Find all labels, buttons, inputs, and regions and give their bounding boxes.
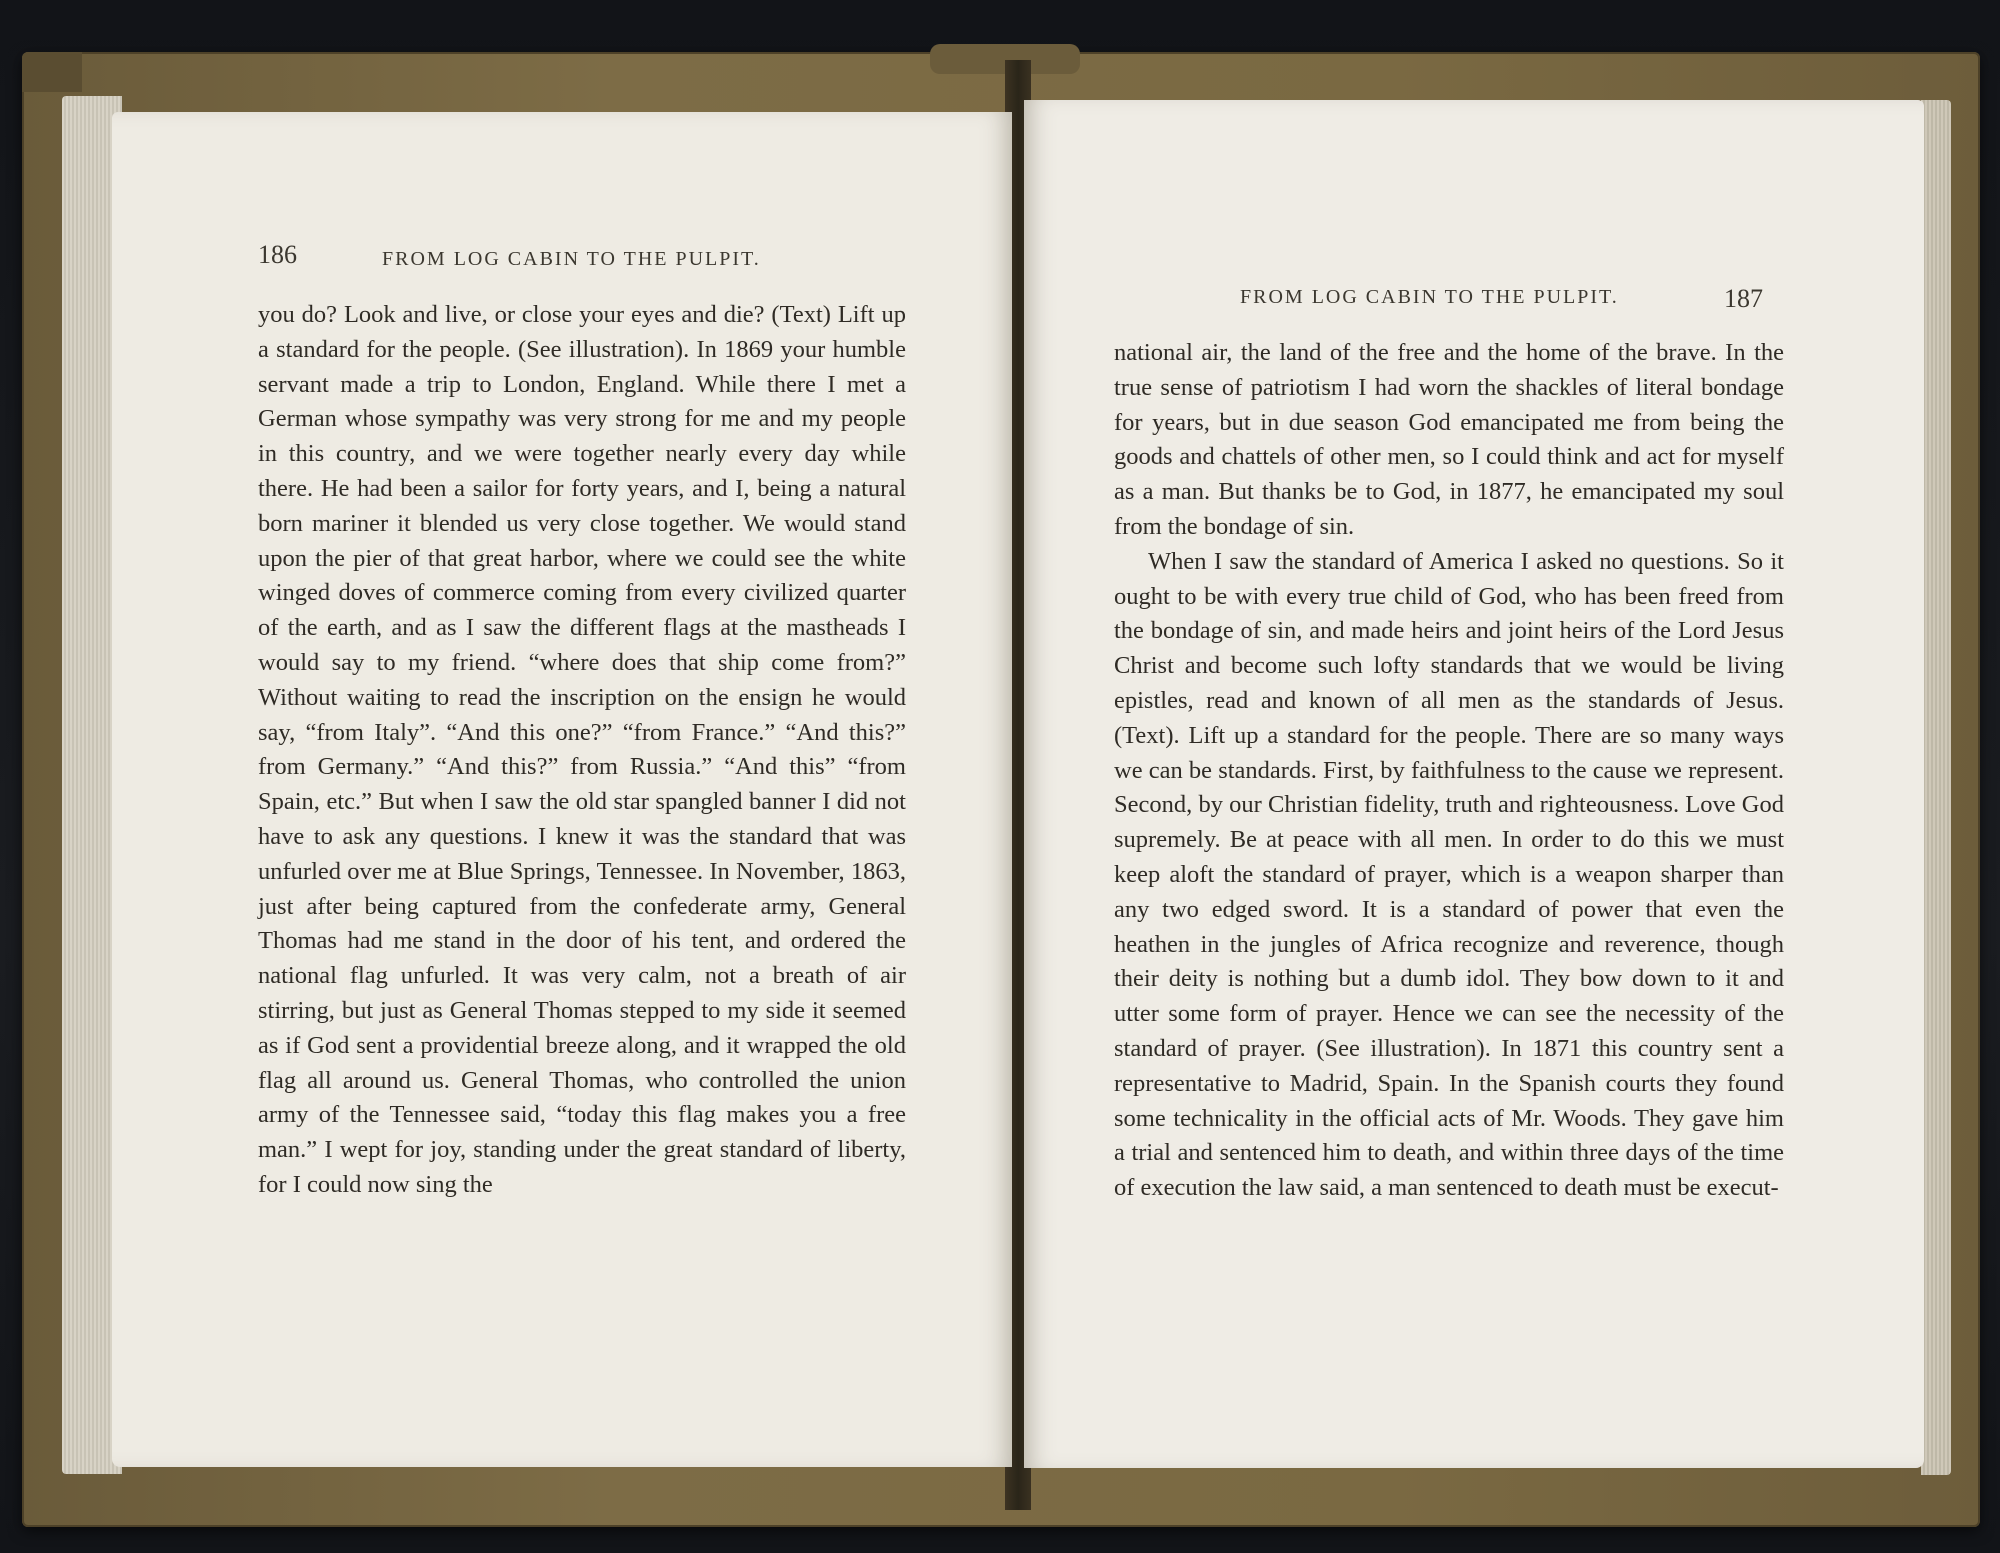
paragraph: When I saw the standard of America I asked no questions. So it ought to be with every true child of God, who has been freed from the bondage of sin, and made heirs and joint heirs of the Lord Jesus Christ and become such lofty standards that we would be living epistles, read and known of all men as the standards of Jesus. (Text). Lift up a standard for the people. There are so many ways we can be standards. First, by faithfulness to the cause we represent. Second, by our Christian fidelity, truth and righteousness. Love God supremely. Be at peace with all men. In order to do this we must keep aloft the standard of prayer, which is a weapon sharper than any two edged sword. It is a standard of power that even the heathen in the jungles of Africa recognize and reverence, though their deity is nothing but a dumb idol. They bow down to it and utter some form of prayer. Hence we can see the necessity of the standard of prayer. (See illustration). In 1871 this country sent a representative to Madrid, Spain. In the Spanish courts they found some technicality in the official acts of Mr. Woods. They gave him a trial and sentenced him to death, and within three days of the time of execution the law said, a man sentenced to death must be execut- [1114, 547, 1784, 1202]
left-page [112, 112, 1012, 1467]
cover-corner [22, 52, 82, 92]
page-edges-right [1921, 100, 1951, 1475]
page-number: 187 [1724, 284, 1763, 313]
paragraph: you do? Look and live, or close your eyes and die? (Text) Lift up a standard for the people. (See illustration). In 1869 your humble servant made a trip to London, England. While there I met a German whose sympathy was very strong for me and my people in this country, and we were together nearly every day while there. He had been a sailor for forty years, and I, being a natural born mariner it blended us very close together. We would stand upon the pier of that great harbor, where we could see the white winged doves of commerce coming from every civilized quarter of the earth, and as I saw the different flags at the mastheads I would say to my friend. “where does that ship come from?” Without waiting to read the inscription on the ensign he would say, “from Italy”. “And this one?” “from France.” “And this?” from Germany.” “And this?” from Russia.” “And this” “from Spain, etc.” But when I saw the old star spangled banner I did not have to ask any questions. I knew it was the standard that was unfurled over me at Blue Springs, Tennessee. In November, 1863, just after being captured from the confederate army, General Thomas had me stand in the door of his tent, and ordered the national flag unfurled. It was very calm, not a breath of air stirring, but just as General Thomas stepped to my side it seemed as if God sent a providential breeze along, and it wrapped the old flag all around us. General Thomas, who controlled the union army of the Tennessee said, “today this flag makes you a free man.” I wept for joy, standing under the great standard of liberty, for I could now sing the [258, 301, 906, 1198]
running-head: FROM LOG CABIN TO THE PULPIT. [382, 248, 761, 270]
running-head: FROM LOG CABIN TO THE PULPIT. [1240, 286, 1619, 308]
page-body [258, 298, 906, 1203]
page-body [1114, 336, 1784, 1206]
right-page [1024, 100, 1924, 1468]
paragraph: national air, the land of the free and the home of the brave. In the true sense of patriotism I had worn the shackles of literal bondage for years, but in due season God emancipated me from being the goods and chattels of other men, so I could think and act for myself as a man. But thanks be to God, in 1877, he emancipated my soul from the bondage of sin. [1114, 339, 1784, 540]
page-number: 186 [258, 240, 297, 269]
